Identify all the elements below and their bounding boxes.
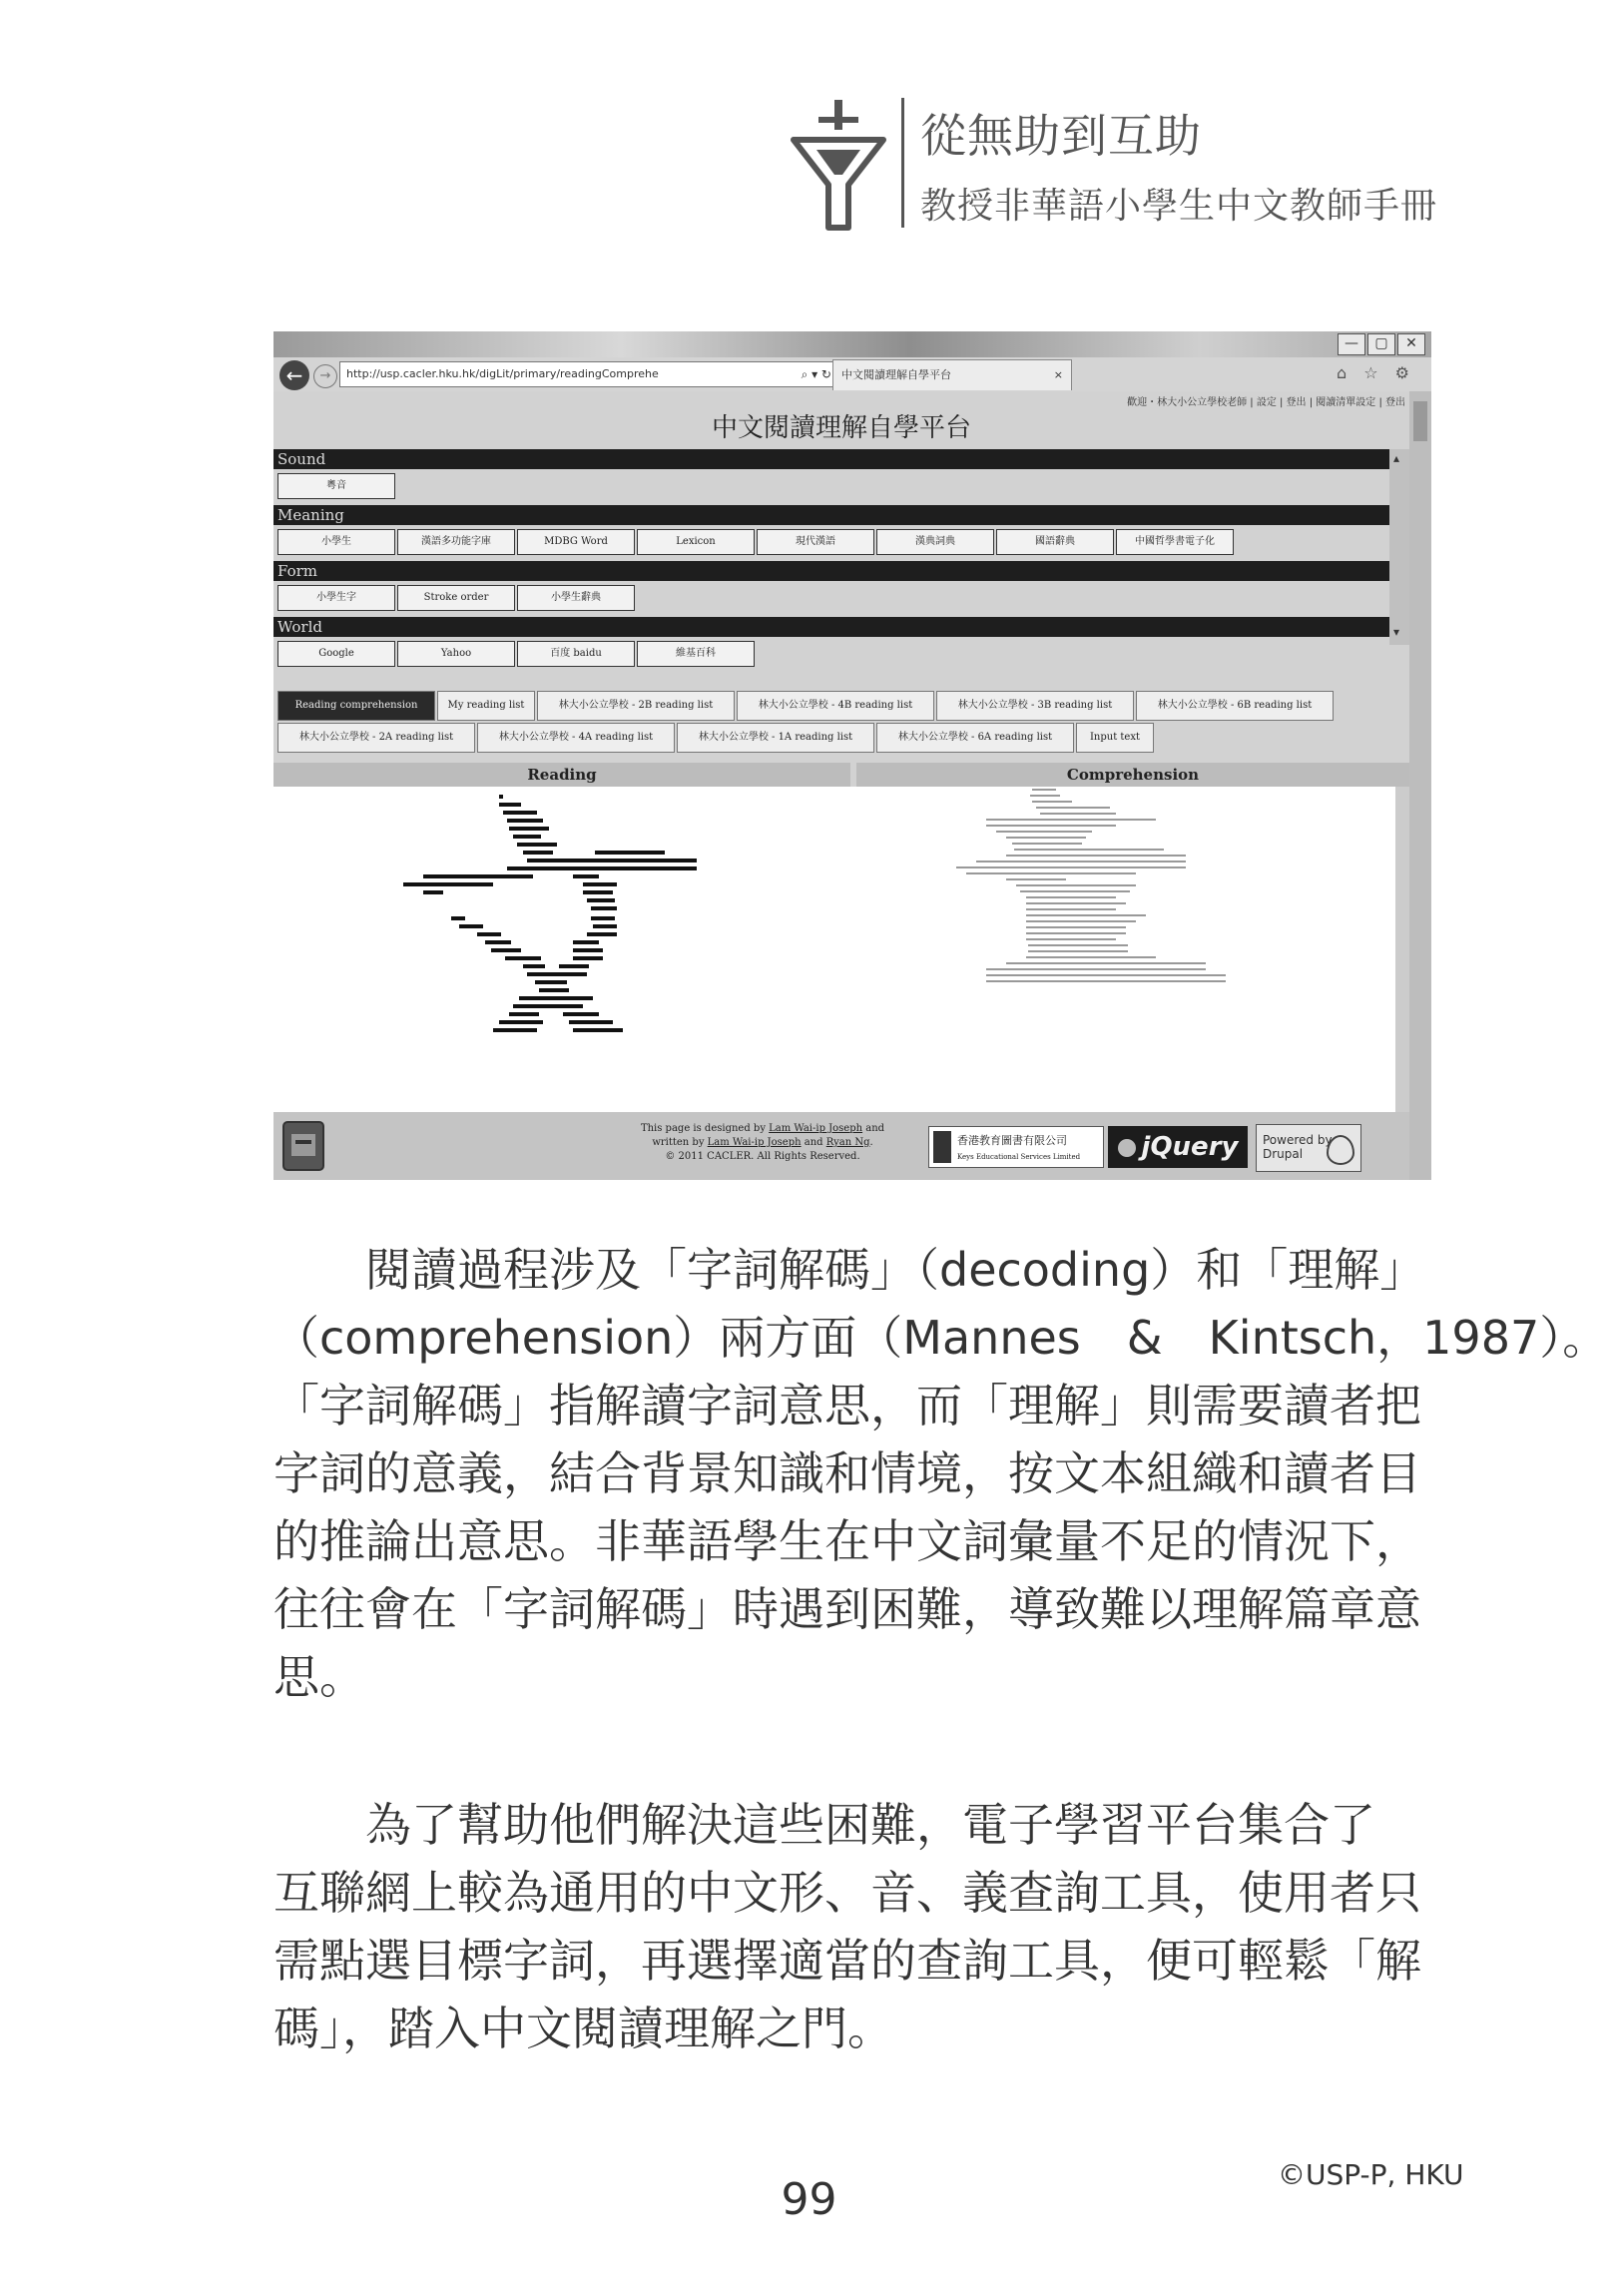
jquery-swirl-icon [1118,1139,1136,1157]
tool-button[interactable]: 維基百科 [637,641,755,667]
sponsor-name-en: Keys Educational Services Limited [957,1153,1081,1161]
tool-button[interactable]: Yahoo [397,641,515,667]
page-number: 99 [781,2174,837,2225]
user-links[interactable]: 歡迎・林大小公立學校老師 | 設定 | 登出 | 閱讀清單設定 | 登出 [1127,397,1405,408]
meaning-tools-row [273,525,1389,561]
sponsor-mark-icon [933,1131,951,1163]
header-divider [901,98,904,228]
drupal-logo[interactable]: Powered by Drupal [1256,1124,1361,1172]
author-link[interactable]: Lam Wai-ip Joseph [769,1123,863,1134]
book-title: 從無助到互助 [920,109,1202,163]
browser-tab[interactable] [832,359,1072,390]
reading-list-tabs [277,691,1405,757]
tab-reading-list[interactable]: 林大小公立學校 - 1A reading list [677,723,874,753]
drupal-drop-icon [1327,1135,1354,1165]
content-area [273,787,1409,1112]
scroll-up-icon[interactable]: ▴ [1393,451,1400,465]
tool-button[interactable]: 漢語多功能字庫 [397,529,515,555]
tool-button[interactable]: 小學生字 [277,585,395,611]
handbook-logo-icon [789,100,888,230]
page-scrollbar[interactable] [1409,391,1431,1180]
tab-reading-list[interactable]: 林大小公立學校 - 4B reading list [737,691,934,721]
tool-button[interactable]: 粵音 [277,473,395,499]
tool-button[interactable]: 中國哲學書電子化 [1116,529,1234,555]
site-footer [273,1112,1409,1180]
forward-button[interactable]: → [313,364,337,388]
sponsor-name-zh: 香港教育圖書有限公司 [957,1134,1067,1147]
back-button[interactable]: ← [279,360,309,390]
tab-input-text[interactable]: Input text [1076,723,1154,753]
tools-scrollbar[interactable] [1389,449,1409,645]
platform-screenshot [273,331,1431,1180]
tool-button[interactable]: 百度 baidu [517,641,635,667]
address-url: http://usp.cacler.hku.hk/digLit/primary/readingComprehe [346,367,659,380]
university-crest-icon [281,1120,325,1172]
tool-button[interactable]: Lexicon [637,529,755,555]
browser-toolbar [273,357,1431,392]
tool-button[interactable]: 小學生 [277,529,395,555]
window-titlebar [273,331,1431,357]
reading-column-header: Reading [273,763,850,787]
tab-close-icon[interactable]: × [1053,368,1063,381]
comprehension-scrollbar[interactable] [1395,787,1409,1112]
maximize-button[interactable]: ▢ [1367,333,1395,355]
form-tools-row [273,581,1389,617]
tab-reading-list[interactable]: 林大小公立學校 - 2A reading list [277,723,475,753]
browser-nav-icons[interactable]: ⌂ ☆ ⚙ [1336,363,1415,382]
scroll-down-icon[interactable]: ▾ [1393,625,1400,639]
column-headers [273,763,1409,787]
address-bar[interactable] [339,361,836,387]
author-link[interactable]: Ryan Ng [825,1137,870,1148]
tab-reading-list[interactable]: 林大小公立學校 - 2B reading list [537,691,735,721]
tab-reading-list[interactable]: 林大小公立學校 - 3B reading list [936,691,1134,721]
category-meaning: Meaning [273,505,1389,525]
jquery-logo[interactable]: jQuery [1108,1126,1248,1168]
world-tools-row [273,637,1389,673]
tool-button[interactable]: 現代漢語 [757,529,874,555]
comprehension-area[interactable] [856,787,1409,1112]
tab-title: 中文閱讀理解自學平台 [841,368,951,381]
tool-button[interactable]: Google [277,641,395,667]
tool-button[interactable]: 漢典詞典 [876,529,994,555]
copyright-notice: ©USP-P, HKU [1278,2158,1464,2191]
comprehension-column-header: Comprehension [856,763,1409,787]
footer-credits: This page is designed by Lam Wai-ip Joseph and written by Lam Wai-ip Joseph and Ryan Ng. © 2011 CACLER. All Rights Reserved. [640,1123,885,1162]
minimize-button[interactable]: — [1338,333,1365,355]
scrollbar-thumb[interactable] [1413,401,1427,441]
author-link[interactable]: Lam Wai-ip Joseph [707,1137,802,1148]
tab-reading-list[interactable]: 林大小公立學校 - 4A reading list [477,723,675,753]
book-subtitle: 教授非華語小學生中文教師手冊 [920,186,1438,227]
lookup-tools-panel [273,449,1389,659]
tab-reading-list[interactable]: 林大小公立學校 - 6B reading list [1136,691,1334,721]
close-window-button[interactable]: ✕ [1397,333,1425,355]
paragraph-decoding: 閱讀過程涉及「字詞解碼」（decoding）和「理解」 （comprehension）兩方面（Mannes & Kintsch，1987）。 「字詞解碼」指解讀字詞意思，而「理解」則需要讀者把 字詞的意義，結合背景知識和情境，按文本組織和讀者目 的推論出意思。非華語學生在中文詞彙量不足的情況下， 往往會在「字詞解碼」時遇到困難，導致難以理解篇章意 思。 [273,1243,1609,1704]
category-world: World [273,617,1389,637]
tool-button[interactable]: MDBG Word [517,529,635,555]
tab-reading-list[interactable]: 林大小公立學校 - 6A reading list [876,723,1074,753]
category-form: Form [273,561,1389,581]
address-actions-icon[interactable]: ⌕ ▾ ↻ [801,367,831,381]
sponsor-logo[interactable] [928,1126,1104,1168]
tool-button[interactable]: 國語辭典 [996,529,1114,555]
tool-button[interactable]: Stroke order [397,585,515,611]
category-sound: Sound [273,449,1389,469]
site-title: 中文閱讀理解自學平台 [711,413,971,443]
reading-text-area[interactable] [273,787,852,1112]
tab-my-reading-list[interactable]: My reading list [437,691,535,721]
tab-reading-comprehension[interactable]: Reading comprehension [277,691,435,721]
tool-button[interactable]: 小學生辭典 [517,585,635,611]
sound-tools-row [273,469,1389,505]
web-page [273,391,1409,1180]
paragraph-platform: 為了幫助他們解決這些困難，電子學習平台集合了 互聯網上較為通用的中文形、音、義查詢工具，使用者只 需點選目標字詞，再選擇適當的查詢工具，便可輕鬆「解 碼」，踏入中文閱讀理解之門。 [273,1798,1421,2055]
